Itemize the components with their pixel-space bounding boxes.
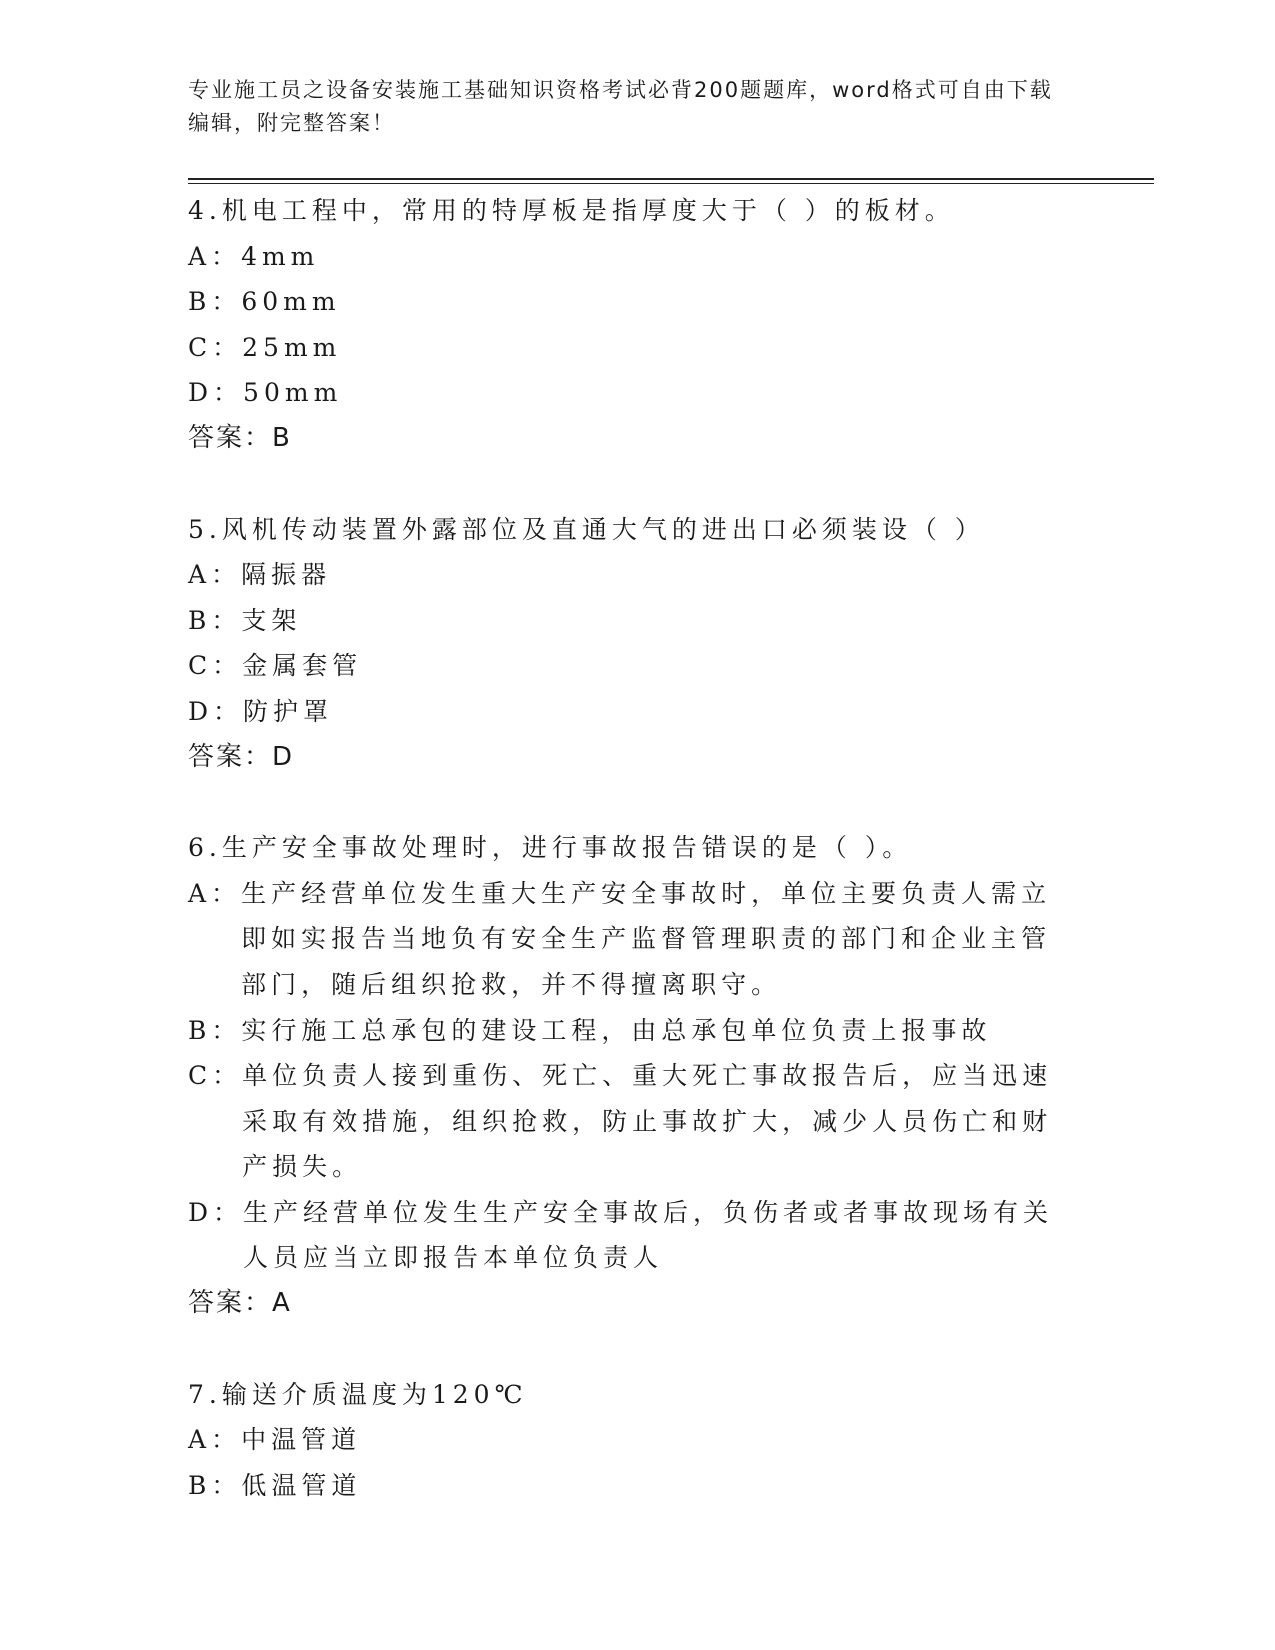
option-letter: A： [188,560,242,590]
answer-line: 答案：A [188,1288,292,1319]
option-b [188,1463,1078,1509]
option-text: 50mm [243,378,343,408]
option-c [188,1053,1078,1190]
option-letter: B： [188,287,242,317]
header-divider-thin [188,183,1154,184]
option-letter: B： [188,605,242,635]
option-d [188,689,1078,735]
option-a [188,1417,1078,1463]
question-item [188,507,1078,781]
question-item [188,825,1078,1327]
option-d [188,1190,1078,1281]
option-text: 实行施工总承包的建设工程，由总承包单位负责上报事故 [241,1015,992,1045]
question-stem: 5.风机传动装置外露部位及直通大气的进出口必须装设（ ） [188,514,985,544]
answer-line: 答案：B [188,422,292,453]
option-text: 隔振器 [241,560,332,590]
option-text: 单位负责人接到重伤、死亡、重大死亡事故报告后，应当迅速采取有效措施，组织抢救，防止事故扩大，减少人员伤亡和财产损失。 [242,1061,1053,1182]
option-text: 25mm [242,332,342,362]
option-text: 低温管道 [241,1470,362,1500]
option-a [188,234,1078,280]
option-letter: B： [188,1015,242,1045]
option-text: 生产经营单位发生生产安全事故后，负伤者或者事故现场有关人员应当立即报告本单位负责人 [243,1197,1054,1273]
option-a [188,871,1078,1008]
option-letter: C： [188,651,243,681]
question-stem: 4.机电工程中，常用的特厚板是指厚度大于（ ）的板材。 [188,196,955,225]
option-b [188,1008,1078,1054]
question-stem: 7.输送介质温度为120℃ [188,1379,528,1409]
option-letter: D： [188,1197,244,1227]
question-item [188,188,1078,462]
answer-line: 答案：D [188,741,295,772]
option-letter: B： [188,1470,242,1500]
option-text: 生产经营单位发生重大生产安全事故时，单位主要负责人需立即如实报告当地负有安全生产监督管理职责的部门和企业主管部门，随后组织抢救，并不得擅离职守。 [241,878,1052,999]
option-text: 金属套管 [242,651,363,681]
option-b [188,279,1078,325]
option-text: 60mm [241,287,341,317]
option-letter: C： [188,1061,243,1091]
question-stem: 6.生产安全事故处理时，进行事故报告错误的是（ ）。 [188,833,913,863]
option-letter: D： [188,378,244,408]
option-text: 支架 [241,605,302,635]
question-list [188,188,1078,1553]
option-text: 中温管道 [241,1425,362,1455]
option-text: 防护罩 [243,696,334,726]
option-letter: A： [188,1425,242,1455]
option-text: 4mm [241,241,320,271]
option-letter: C： [188,332,243,362]
option-letter: A： [188,241,242,271]
header-divider-thick [188,178,1154,180]
option-d [188,370,1078,416]
option-b [188,598,1078,644]
option-c [188,643,1078,689]
option-letter: D： [188,696,244,726]
option-a [188,552,1078,598]
option-letter: A： [188,878,242,908]
document-header: 专业施工员之设备安装施工基础知识资格考试必背200题题库，word格式可自由下载编辑，附完整答案！ [188,78,1053,135]
question-item [188,1372,1078,1509]
option-c [188,325,1078,371]
